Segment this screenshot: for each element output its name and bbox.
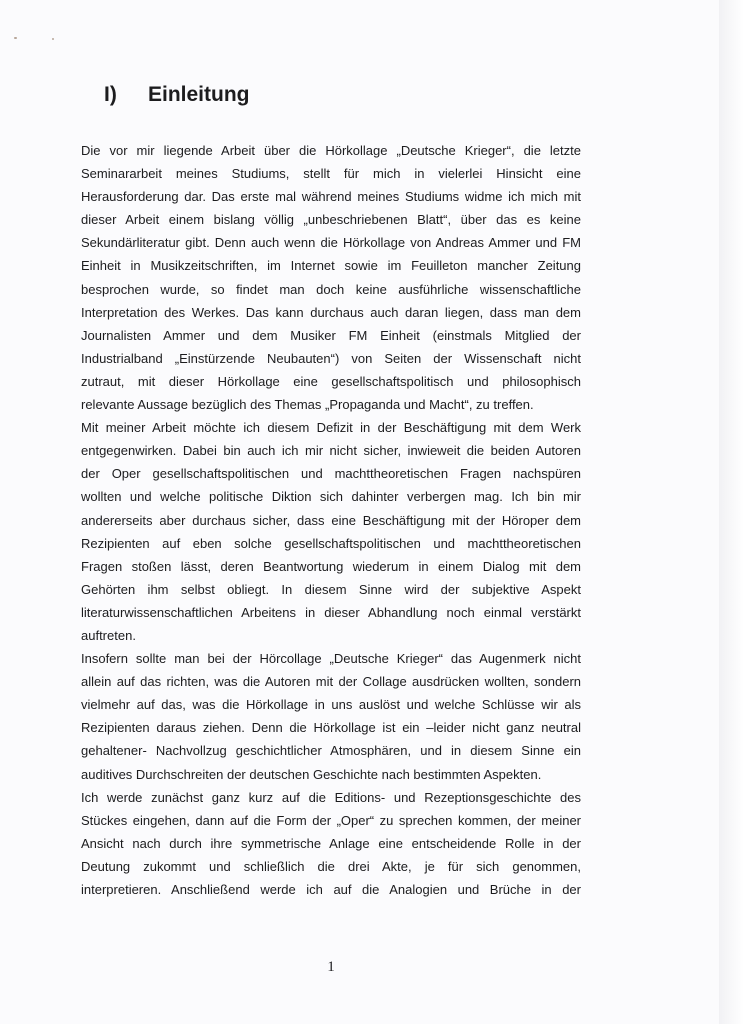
text-line: Seminararbeit meines Studiums, stellt für mich in vielerlei Hinsicht eine [81, 166, 581, 182]
text-line: Insofern sollte man bei der Hörcollage „Deutsche Krieger“ das Augenmerk nicht [81, 651, 581, 667]
text-line: Herausforderung dar. Das erste mal während meines Studiums widme ich mich mit [81, 189, 581, 205]
section-number: I) [104, 83, 117, 106]
text-line: Fragen stoßen lässt, deren Beantwortung wiederum in einem Dialog mit dem [81, 558, 581, 574]
text-line: Sekundärliteratur gibt. Denn auch wenn die Hörkollage von Andreas Ammer und FM [81, 235, 581, 251]
text-line: gehaltener- Nachvollzug geschichtlicher Atmosphären, und in diesem Sinne ein [81, 743, 581, 759]
text-line: literaturwissenschaftlichen Arbeitens in dieser Abhandlung noch einmal verstärkt [81, 604, 581, 620]
text-line: dieser Arbeit einem bislang völlig „unbeschriebenen Blatt“, über das es keine [81, 212, 581, 228]
text-line: Stückes eingehen, dann auf die Form der „Oper“ zu sprechen kommen, der meiner [81, 812, 581, 828]
text-line: allein auf das richten, was die Autoren mit der Collage ausdrücken wollten, sondern [81, 674, 581, 690]
page-number: 1 [327, 959, 335, 975]
text-line: Journalisten Ammer und dem Musiker FM Einheit (einstmals Mitglied der [81, 327, 581, 343]
text-line: Rezipienten daraus ziehen. Denn die Hörkollage ist ein –leider nicht ganz neutral [81, 720, 581, 736]
text-line: besprochen wurde, so findet man doch keine ausführliche wissenschaftliche [81, 281, 581, 297]
text-line: auftreten. [81, 627, 136, 643]
text-line: Ich werde zunächst ganz kurz auf die Editions- und Rezeptionsgeschichte des [81, 789, 581, 805]
paper-speck [14, 37, 17, 39]
text-line: Einheit in Musikzeitschriften, im Internet sowie im Feuilleton mancher Zeitung [81, 258, 581, 274]
text-line: Deutung zukommt und schließlich die drei Akte, je für sich genommen, [81, 858, 581, 874]
text-line: relevante Aussage bezüglich des Themas „Propaganda und Macht“, zu treffen. [81, 397, 534, 413]
text-line: Die vor mir liegende Arbeit über die Hörkollage „Deutsche Krieger“, die letzte [81, 143, 581, 158]
text-line: andererseits aber durchaus sicher, dass eine Beschäftigung mit der Höroper dem [81, 512, 581, 528]
paper-speck [52, 38, 54, 40]
text-line: auditives Durchschreiten der deutschen Geschichte nach bestimmten Aspekten. [81, 766, 542, 782]
text-line: Interpretation des Werkes. Das kann durchaus auch daran liegen, dass man dem [81, 304, 581, 320]
body-text [81, 139, 581, 901]
text-line: zutraut, mit dieser Hörkollage eine gesellschaftspolitisch und philosophisch [81, 373, 581, 389]
text-line: Rezipienten auf eben solche gesellschaftspolitischen und machttheoretischen [81, 535, 581, 551]
text-line: entgegenwirken. Dabei bin auch ich mir nicht sicher, inwieweit die beiden Autoren [81, 443, 581, 459]
text-line: wollten und welche politische Diktion sich dahinter verbergen mag. Ich bin mir [81, 489, 581, 505]
text-line: Industrialband „Einstürzende Neubauten“) von Seiten der Wissenschaft nicht [81, 350, 581, 366]
page-edge [719, 0, 744, 1024]
text-line: Ansicht nach durch ihre symmetrische Anlage eine entscheidende Rolle in der [81, 835, 581, 851]
section-heading [104, 80, 250, 110]
text-line: Gehörten ihm selbst obliegt. In diesem Sinne wird der subjektive Aspekt [81, 581, 581, 597]
text-line: der Oper gesellschaftspolitischen und machttheoretischen Fragen nachspüren [81, 466, 581, 482]
text-line: Mit meiner Arbeit möchte ich diesem Defizit in der Beschäftigung mit dem Werk [81, 420, 581, 436]
text-line: vielmehr auf das, was die Hörkollage in uns auslöst und welche Schlüsse wir als [81, 697, 581, 713]
text-line: interpretieren. Anschließend werde ich auf die Analogien und Brüche in der [81, 882, 581, 897]
section-title: Einleitung [148, 83, 250, 106]
